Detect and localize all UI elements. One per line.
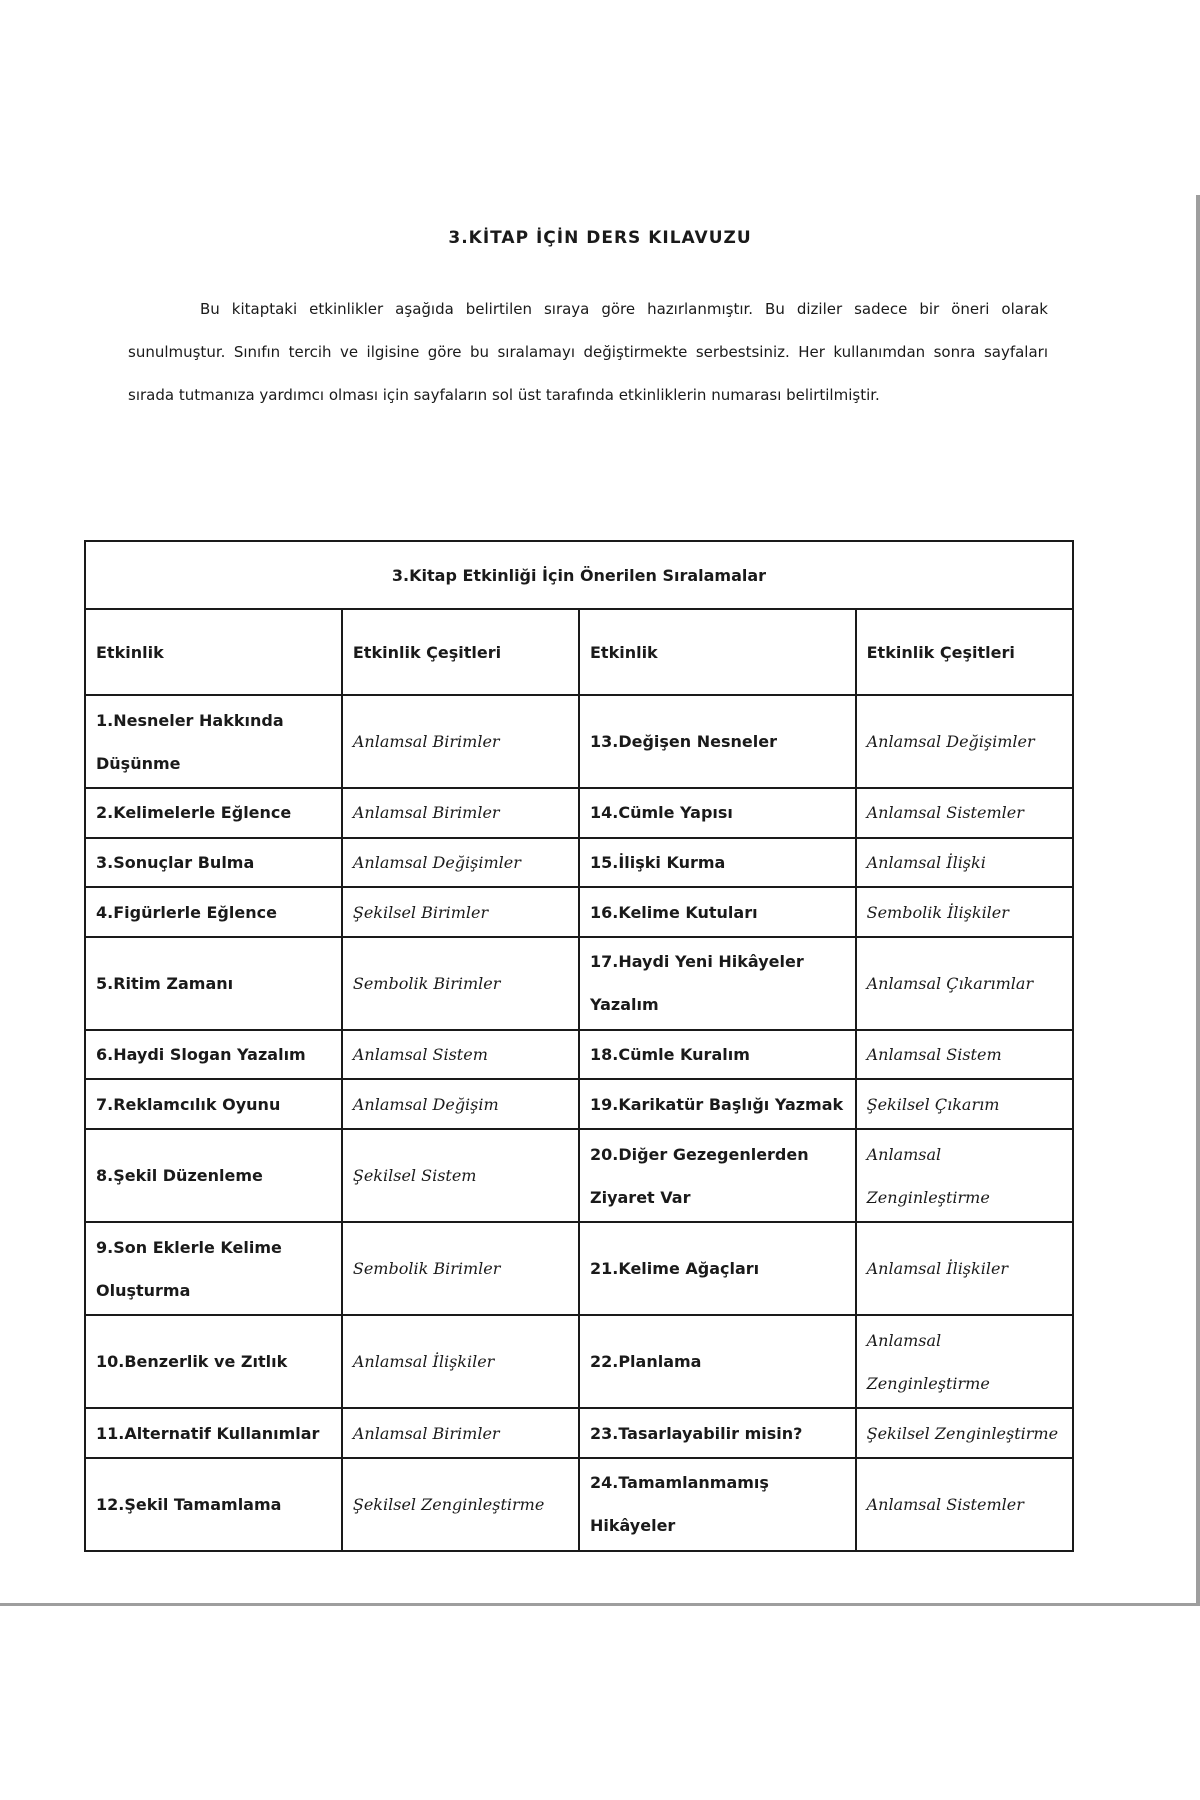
table-row xyxy=(85,1315,1073,1408)
table-row xyxy=(85,1408,1073,1458)
table-row xyxy=(85,838,1073,888)
activity-cell: 13.Değişen Nesneler xyxy=(579,695,856,788)
activity-type-cell: Anlamsal Çıkarımlar xyxy=(856,937,1073,1030)
activity-cell: 18.Cümle Kuralım xyxy=(579,1030,856,1080)
table-caption: 3.Kitap Etkinliği İçin Önerilen Sıralamalar xyxy=(85,541,1073,609)
activity-type-cell: Şekilsel Zenginleştirme xyxy=(856,1408,1073,1458)
activity-cell: 10.Benzerlik ve Zıtlık xyxy=(85,1315,342,1408)
activity-type-cell: Anlamsal Zenginleştirme xyxy=(856,1315,1073,1408)
activity-cell: 9.Son Eklerle Kelime Oluşturma xyxy=(85,1222,342,1315)
column-header-activity-type: Etkinlik Çeşitleri xyxy=(856,609,1073,695)
table-row xyxy=(85,1222,1073,1315)
table-row xyxy=(85,1079,1073,1129)
table-row xyxy=(85,887,1073,937)
activity-type-cell: Sembolik Birimler xyxy=(342,937,579,1030)
page-edge-shadow xyxy=(1196,195,1200,1605)
activity-type-cell: Anlamsal Değişimler xyxy=(856,695,1073,788)
activity-cell: 22.Planlama xyxy=(579,1315,856,1408)
table-row xyxy=(85,695,1073,788)
activity-type-cell: Şekilsel Sistem xyxy=(342,1129,579,1222)
activity-type-cell: Şekilsel Birimler xyxy=(342,887,579,937)
activity-cell: 12.Şekil Tamamlama xyxy=(85,1458,342,1551)
activity-type-cell: Anlamsal Sistemler xyxy=(856,788,1073,838)
activity-cell: 5.Ritim Zamanı xyxy=(85,937,342,1030)
activity-cell: 1.Nesneler Hakkında Düşünme xyxy=(85,695,342,788)
activity-type-cell: Anlamsal Değişimler xyxy=(342,838,579,888)
column-header-activity: Etkinlik xyxy=(579,609,856,695)
activity-cell: 7.Reklamcılık Oyunu xyxy=(85,1079,342,1129)
activity-sequence-table xyxy=(84,540,1074,1552)
activity-cell: 21.Kelime Ağaçları xyxy=(579,1222,856,1315)
activity-type-cell: Anlamsal Değişim xyxy=(342,1079,579,1129)
activity-cell: 19.Karikatür Başlığı Yazmak xyxy=(579,1079,856,1129)
activity-cell: 6.Haydi Slogan Yazalım xyxy=(85,1030,342,1080)
activity-cell: 11.Alternatif Kullanımlar xyxy=(85,1408,342,1458)
activity-type-cell: Anlamsal İlişki xyxy=(856,838,1073,888)
activity-cell: 15.İlişki Kurma xyxy=(579,838,856,888)
activity-type-cell: Anlamsal Birimler xyxy=(342,788,579,838)
activity-cell: 20.Diğer Gezegenlerden Ziyaret Var xyxy=(579,1129,856,1222)
activity-cell: 4.Figürlerle Eğlence xyxy=(85,887,342,937)
table-row xyxy=(85,788,1073,838)
activity-cell: 16.Kelime Kutuları xyxy=(579,887,856,937)
activity-cell: 23.Tasarlayabilir misin? xyxy=(579,1408,856,1458)
page-edge-shadow xyxy=(0,1603,1200,1606)
intro-paragraph: Bu kitaptaki etkinlikler aşağıda belirtilen sıraya göre hazırlanmıştır. Bu diziler sadece bir öneri olarak sunulmuştur. Sınıfın tercih ve ilgisine göre bu sıralamayı değiştirmekte serbestsiniz. Her kullanımdan sonra sayfaları sırada tutmanıza yardımcı olması için sayfaların sol üst tarafında etkinliklerin numarası belirtilmiştir. xyxy=(128,300,1048,404)
activity-type-cell: Sembolik İlişkiler xyxy=(856,887,1073,937)
table-row xyxy=(85,1030,1073,1080)
table-row xyxy=(85,1129,1073,1222)
activity-cell: 8.Şekil Düzenleme xyxy=(85,1129,342,1222)
activity-type-cell: Anlamsal İlişkiler xyxy=(856,1222,1073,1315)
activity-cell: 2.Kelimelerle Eğlence xyxy=(85,788,342,838)
activity-type-cell: Anlamsal Sistem xyxy=(342,1030,579,1080)
activity-type-cell: Anlamsal Birimler xyxy=(342,1408,579,1458)
activity-type-cell: Anlamsal Sistemler xyxy=(856,1458,1073,1551)
activity-type-cell: Anlamsal Sistem xyxy=(856,1030,1073,1080)
column-header-activity: Etkinlik xyxy=(85,609,342,695)
table-row xyxy=(85,937,1073,1030)
activity-cell: 3.Sonuçlar Bulma xyxy=(85,838,342,888)
activity-type-cell: Şekilsel Çıkarım xyxy=(856,1079,1073,1129)
column-header-activity-type: Etkinlik Çeşitleri xyxy=(342,609,579,695)
activity-type-cell: Şekilsel Zenginleştirme xyxy=(342,1458,579,1551)
activity-type-cell: Sembolik Birimler xyxy=(342,1222,579,1315)
activity-cell: 24.Tamamlanmamış Hikâyeler xyxy=(579,1458,856,1551)
activity-type-cell: Anlamsal Birimler xyxy=(342,695,579,788)
activity-cell: 14.Cümle Yapısı xyxy=(579,788,856,838)
activity-cell: 17.Haydi Yeni Hikâyeler Yazalım xyxy=(579,937,856,1030)
activity-type-cell: Anlamsal Zenginleştirme xyxy=(856,1129,1073,1222)
activity-type-cell: Anlamsal İlişkiler xyxy=(342,1315,579,1408)
page-title: 3.KİTAP İÇİN DERS KILAVUZU xyxy=(448,228,752,248)
table-row xyxy=(85,1458,1073,1551)
